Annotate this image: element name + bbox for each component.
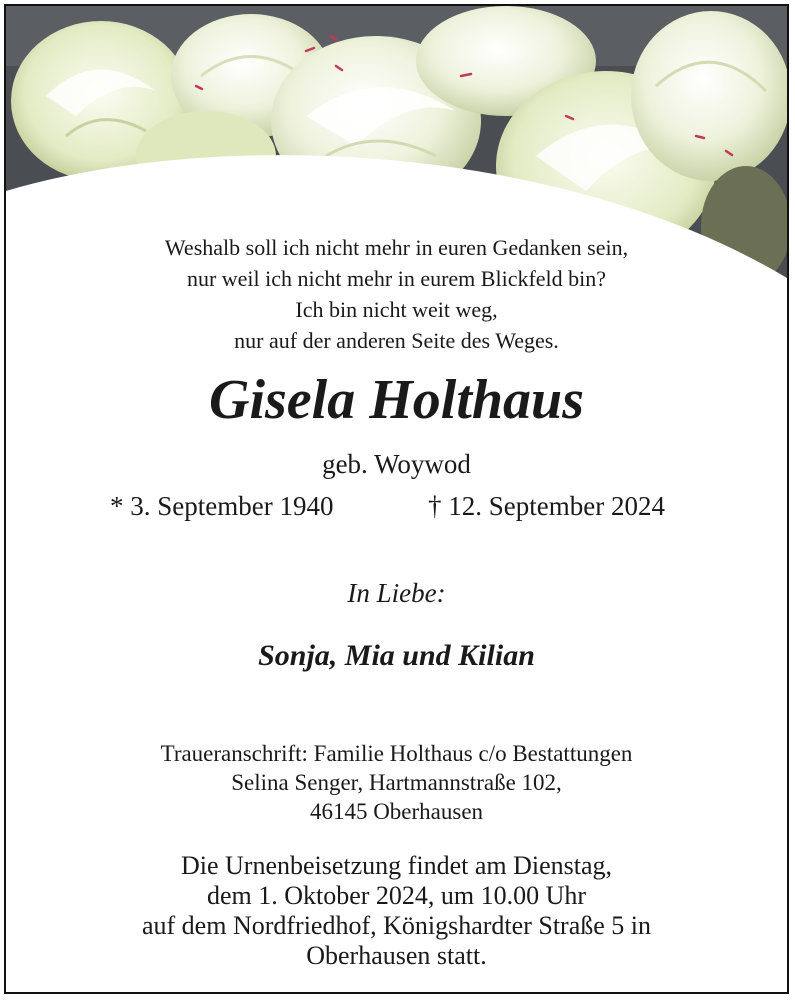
- service-line: auf dem Nordfriedhof, Königshardter Straße 5 in: [141, 911, 652, 940]
- death-date: † 12. September 2024: [428, 491, 665, 521]
- service-line: Oberhausen statt.: [306, 941, 487, 970]
- poem-line: nur auf der anderen Seite des Weges.: [234, 328, 559, 353]
- poem-line: Weshalb soll ich nicht mehr in euren Gedanken sein,: [164, 235, 629, 260]
- poem-line: Ich bin nicht weit weg,: [295, 297, 498, 322]
- service-line: dem 1. Oktober 2024, um 10.00 Uhr: [206, 881, 587, 910]
- birth-date: * 3. September 1940: [110, 491, 334, 521]
- life-dates: [6, 487, 787, 525]
- birth-name: geb. Woywod: [322, 449, 471, 479]
- service-info: [6, 851, 787, 971]
- address-line: Traueranschrift: Familie Holthaus c/o Bestattungen: [160, 741, 633, 766]
- address-line: 46145 Oberhausen: [309, 799, 484, 824]
- poem: [6, 232, 787, 356]
- deceased-name: Gisela Holthaus: [209, 369, 584, 431]
- poem-line: nur weil ich nicht mehr in eurem Blickfeld bin?: [186, 266, 607, 291]
- service-line: Die Urnenbeisetzung findet am Dienstag,: [180, 851, 613, 880]
- address-line: Selina Senger, Hartmannstraße 102,: [231, 770, 562, 795]
- mourners-names: Sonja, Mia und Kilian: [258, 639, 535, 672]
- mourning-address: [6, 739, 787, 826]
- mourners-intro: In Liebe:: [347, 578, 446, 608]
- obituary-notice: [4, 4, 789, 994]
